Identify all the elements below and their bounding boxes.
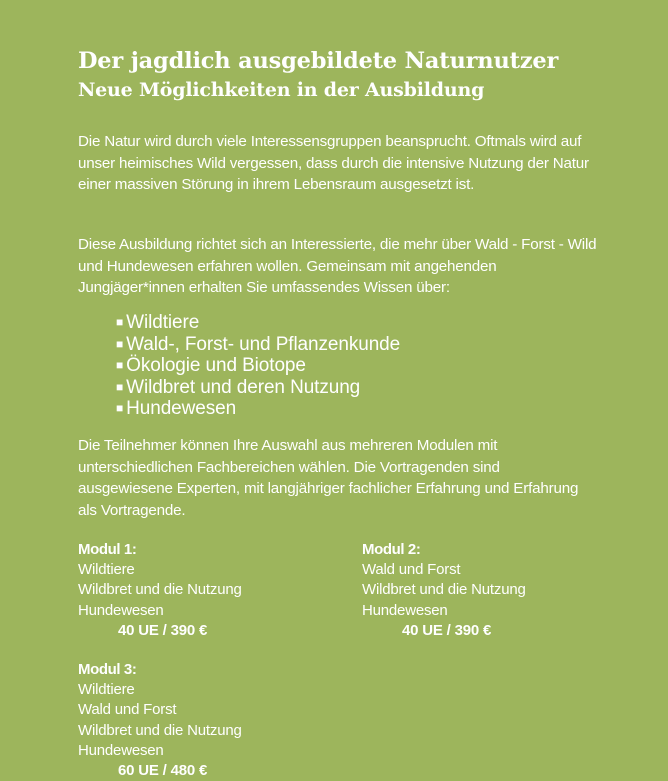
- module-title: Modul 2:: [362, 541, 421, 558]
- module-price: 40 UE / 390 €: [402, 621, 492, 639]
- page-subtitle: Neue Möglichkeiten in der Ausbildung: [78, 79, 485, 101]
- modules-intro-paragraph: Die Teilnehmer können Ihre Auswahl aus mehreren Modulen mit unterschiedlichen Fachbereichen wählen. Die Vortragenden sind ausgewiesene Experten, mit langjähriger fachlicher Erfahrung und Erfahrung als Vortragende.: [78, 437, 579, 519]
- bullet-icon: ■: [116, 401, 124, 416]
- module-1: [78, 540, 242, 641]
- topic-list: [116, 312, 400, 420]
- topic-item: [116, 312, 400, 334]
- module-item: Wildbret und die Nutzung: [78, 581, 242, 599]
- bullet-icon: ■: [116, 379, 124, 394]
- module-item: Wildtiere: [78, 561, 135, 579]
- page-title: Der jagdlich ausgebildete Naturnutzer: [78, 48, 559, 74]
- topic-item: [116, 398, 400, 420]
- target-paragraph: Diese Ausbildung richtet sich an Interessierte, die mehr über Wald - Forst - Wild und Hundewesen erfahren wollen. Gemeinsam mit angehenden Jungjäger*innen erhalten Sie umfassendes Wissen über:: [78, 236, 597, 296]
- module-3: [78, 660, 242, 781]
- topic-label: Wildbret und deren Nutzung: [126, 376, 361, 398]
- intro-paragraph: Die Natur wird durch viele Interessensgruppen beansprucht. Oftmals wird auf unser heimisches Wild vergessen, dass durch die intensive Nutzung der Natur einer massiven Störung in ihrem Lebensraum ausgesetzt ist.: [78, 133, 589, 193]
- module-price: 60 UE / 480 €: [118, 762, 208, 780]
- module-2: [362, 540, 526, 641]
- topic-label: Wald-, Forst- und Pflanzenkunde: [126, 333, 401, 355]
- bullet-icon: ■: [116, 315, 124, 329]
- topic-label: Ökologie und Biotope: [126, 355, 306, 377]
- module-item: Wildbret und die Nutzung: [78, 721, 242, 739]
- module-item: Wildtiere: [78, 681, 135, 699]
- bullet-icon: ■: [116, 358, 124, 373]
- bullet-icon: ■: [116, 336, 124, 351]
- module-item: Wildbret und die Nutzung: [362, 581, 526, 599]
- topic-item: [116, 355, 400, 377]
- module-item: Hundewesen: [362, 601, 448, 619]
- module-item: Hundewesen: [78, 601, 164, 619]
- module-item: Wald und Forst: [362, 561, 461, 579]
- topic-item: [116, 334, 400, 356]
- module-title: Modul 1:: [78, 541, 137, 558]
- module-price: 40 UE / 390 €: [118, 621, 208, 639]
- topic-item: [116, 377, 400, 399]
- module-item: Hundewesen: [78, 741, 164, 759]
- module-item: Wald und Forst: [78, 701, 177, 719]
- module-title: Modul 3:: [78, 661, 137, 678]
- flyer-page: [78, 46, 598, 780]
- topic-label: Wildtiere: [126, 312, 200, 333]
- topic-label: Hundewesen: [126, 398, 237, 420]
